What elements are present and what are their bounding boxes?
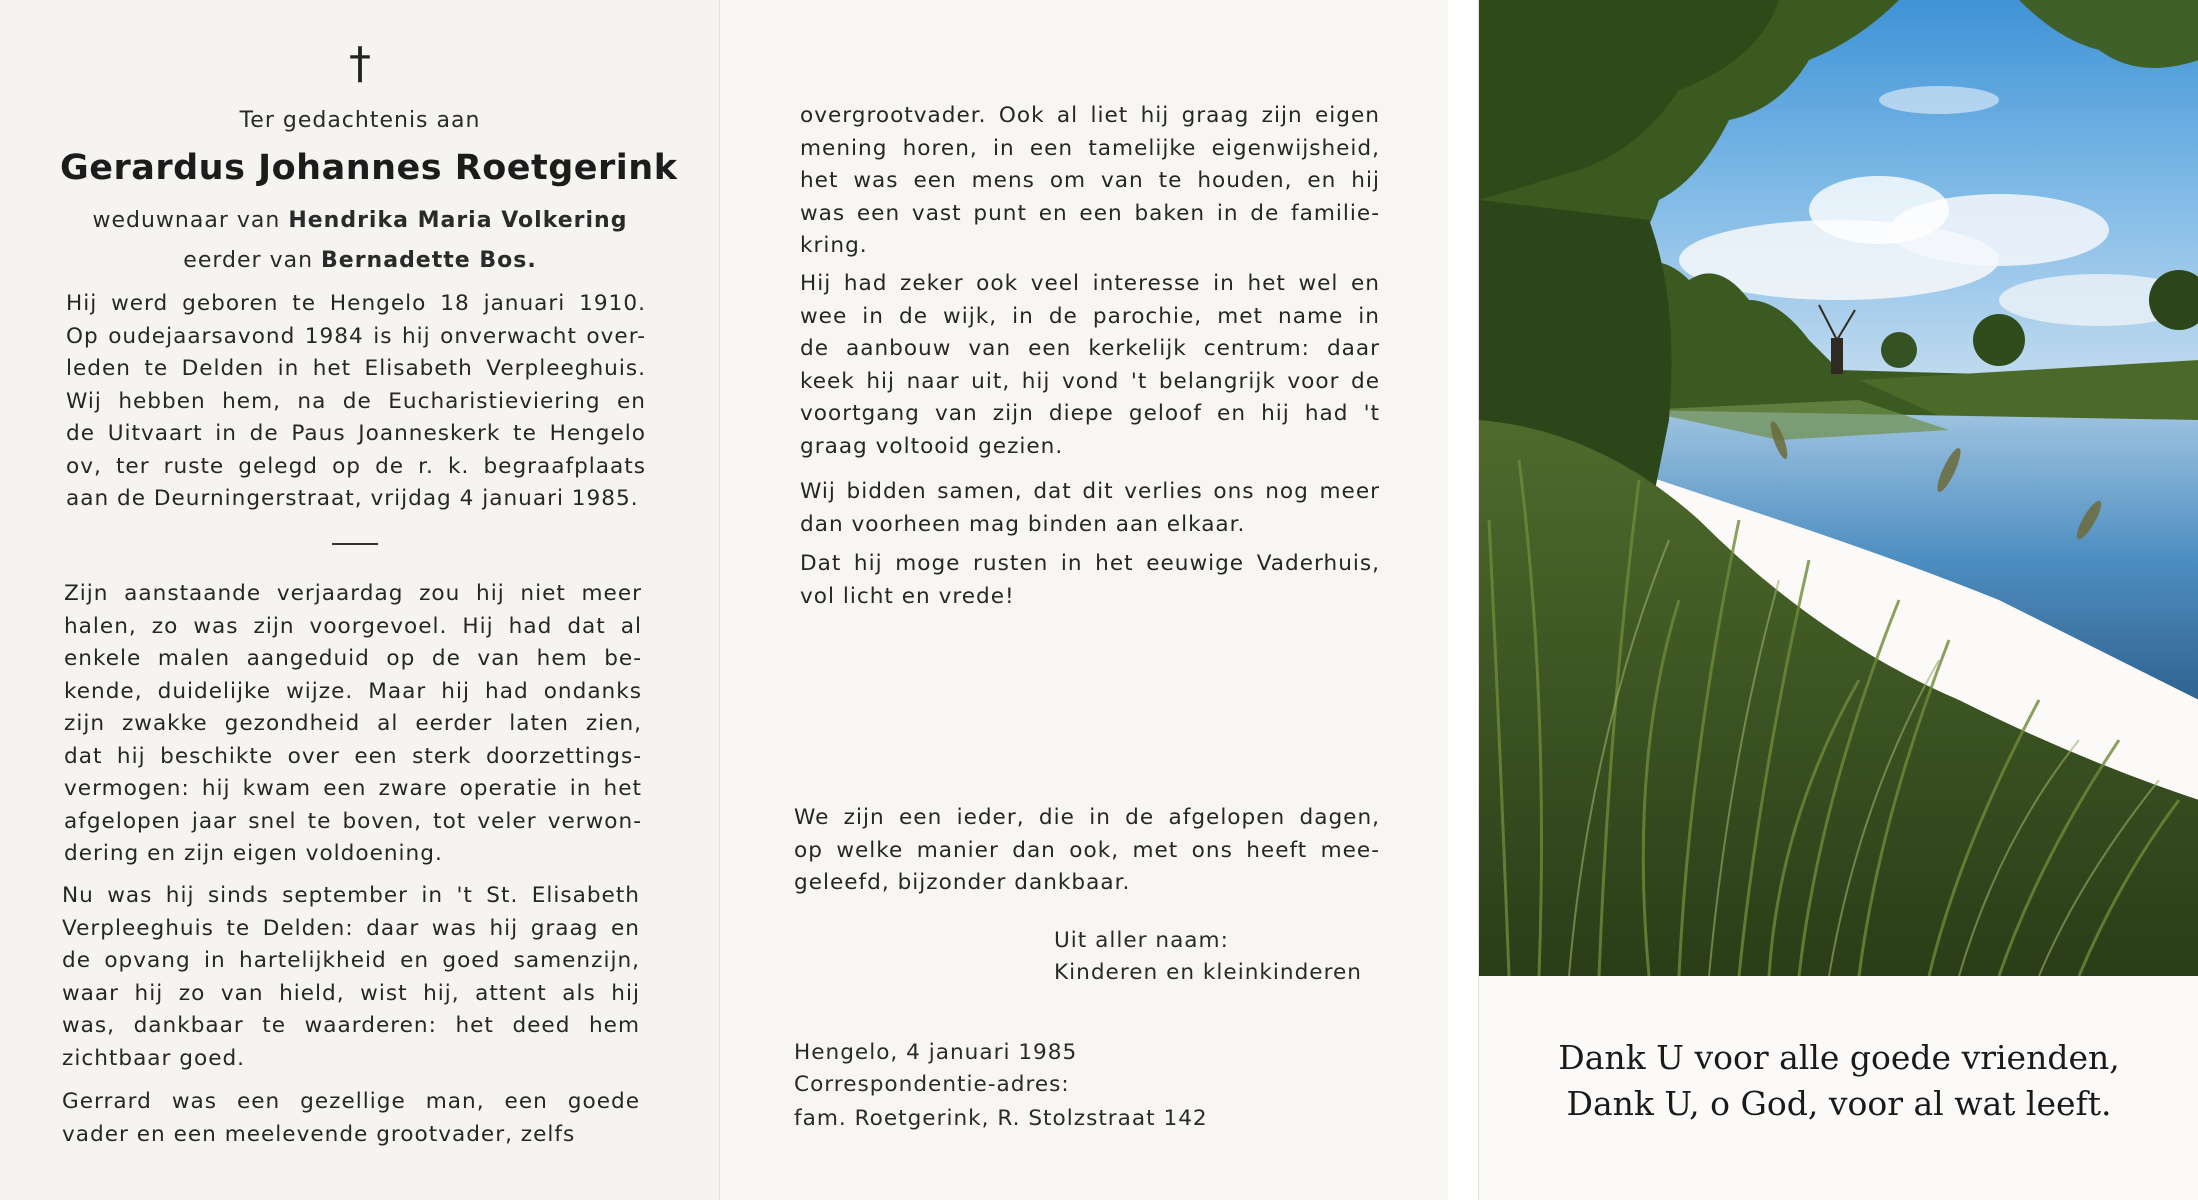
text-line: waar hij zo van hield, wist hij, attent als hij: [62, 980, 640, 1006]
text-line: graag voltooid gezien.: [800, 433, 1064, 459]
text-line: halen, zo was zijn voorgevoel. Hij had dat al: [64, 613, 642, 639]
family-paragraph: [800, 100, 1380, 263]
deceased-name: Gerardus Johannes Roetgerink: [60, 148, 678, 188]
signoff-label: Uit aller naam:: [1054, 928, 1229, 953]
text-line: Zijn aanstaande verjaardag zou hij niet meer: [64, 581, 642, 606]
text-line: voortgang van zijn diepe geloof en hij had 't: [800, 401, 1380, 426]
biography-paragraph: [66, 288, 646, 516]
text-line: enkele malen aangeduid op de van hem be-: [64, 646, 642, 671]
text-line: zichtbaar goed.: [62, 1045, 246, 1071]
text-line: wee in de wijk, in de parochie, met name in: [800, 303, 1380, 329]
text-line: Gerrard was een gezellige man, een goede: [62, 1089, 640, 1114]
text-line: Nu was hij sinds september in 't St. Elisabeth: [62, 883, 640, 908]
cross-icon: †: [349, 38, 371, 89]
text-line: Verpleeghuis te Delden: daar was hij graag en: [62, 915, 640, 941]
text-line: geleefd, bijzonder dankbaar.: [794, 870, 1131, 895]
text-line: Op oudejaarsavond 1984 is hij onverwacht over-: [66, 323, 646, 349]
prayer-paragraph: [800, 476, 1380, 541]
right-panel: [1478, 0, 2198, 1200]
caption-line-1: Dank U voor alle goede vrienden,: [1558, 1038, 2120, 1077]
caption-line-2: Dank U, o God, voor al wat leeft.: [1566, 1084, 2112, 1123]
correspondence-label: Correspondentie-adres:: [794, 1072, 1070, 1097]
text-line: keek hij naar uit, hij vond 't belangrijk voor de: [800, 368, 1380, 394]
text-line: het was een mens om van te houden, en hij: [800, 168, 1380, 193]
premonition-paragraph: [64, 578, 642, 871]
text-line: mening horen, in een tamelijke eigenwijsheid,: [800, 135, 1380, 161]
place-date: Hengelo, 4 januari 1985: [794, 1040, 1078, 1065]
relation-widower-name: Hendrika Maria Volkering: [288, 208, 628, 233]
text-line: de opvang in hartelijkheid en goed samenzijn,: [62, 948, 640, 973]
text-line: Hij had zeker ook veel interesse in het wel en: [800, 271, 1380, 296]
text-line: kring.: [800, 233, 868, 258]
nursing-home-paragraph: [62, 880, 640, 1075]
text-line: dering en zijn eigen voldoening.: [64, 841, 443, 866]
text-line: zijn zwakke gezondheid al eerder laten zien,: [64, 711, 642, 736]
landscape-illustration: [1479, 0, 2198, 976]
text-line: ov, ter ruste gelegd op de r. k. begraafplaats: [66, 453, 646, 479]
signoff-family: Kinderen en kleinkinderen: [1054, 960, 1362, 985]
relation-earlier-prefix: eerder van: [183, 248, 314, 273]
text-line: leden te Delden in het Elisabeth Verpleeghuis.: [66, 356, 646, 381]
text-line: Wij hebben hem, na de Eucharistieviering en: [66, 388, 646, 414]
relation-earlier: [60, 248, 660, 273]
text-line: vermogen: hij kwam een zware operatie in het: [64, 776, 642, 801]
text-line: aan de Deurningerstraat, vrijdag 4 januari 1985.: [66, 486, 639, 511]
character-paragraph: [62, 1086, 640, 1151]
section-divider: [332, 543, 378, 545]
text-line: vol licht en vrede!: [800, 583, 1015, 609]
text-line: afgelopen jaar snel te boven, tot veler verwon-: [64, 808, 642, 834]
text-line: Wij bidden samen, dat dit verlies ons nog meer: [800, 479, 1380, 504]
text-line: kende, duidelijke wijze. Maar hij had ondanks: [64, 678, 642, 704]
text-line: was een vast punt en een baken in de familie-: [800, 200, 1380, 226]
thanks-paragraph: [794, 802, 1380, 900]
text-line: was, dankbaar te waarderen: het deed hem: [62, 1013, 640, 1038]
landscape-photo: [1479, 0, 2198, 976]
text-line: de Uitvaart in de Paus Joanneskerk te Hengelo: [66, 421, 646, 446]
text-line: op welke manier dan ook, met ons heeft mee-: [794, 837, 1380, 863]
text-line: Dat hij moge rusten in het eeuwige Vaderhuis,: [800, 551, 1380, 576]
parish-paragraph: [800, 268, 1380, 463]
memory-intro: Ter gedachtenis aan: [239, 108, 481, 133]
text-line: dan voorheen mag binden aan elkaar.: [800, 511, 1246, 537]
left-panel: [0, 0, 720, 1200]
text-line: overgrootvader. Ook al liet hij graag zijn eigen: [800, 103, 1380, 128]
correspondence-address: fam. Roetgerink, R. Stolzstraat 142: [794, 1106, 1208, 1131]
text-line: Hij werd geboren te Hengelo 18 januari 1910.: [66, 291, 646, 316]
text-line: We zijn een ieder, die in de afgelopen dagen,: [794, 805, 1380, 830]
relation-widower-prefix: weduwnaar van: [92, 208, 281, 233]
text-line: de aanbouw van een kerkelijk centrum: daar: [800, 336, 1380, 361]
relation-widower: [60, 208, 660, 233]
relation-earlier-name: Bernadette Bos.: [321, 248, 537, 273]
middle-panel: [720, 0, 1448, 1200]
text-line: vader en een meelevende grootvader, zelfs: [62, 1121, 576, 1147]
text-line: dat hij beschikte over een sterk doorzettings-: [64, 743, 642, 769]
rest-paragraph: [800, 548, 1380, 613]
